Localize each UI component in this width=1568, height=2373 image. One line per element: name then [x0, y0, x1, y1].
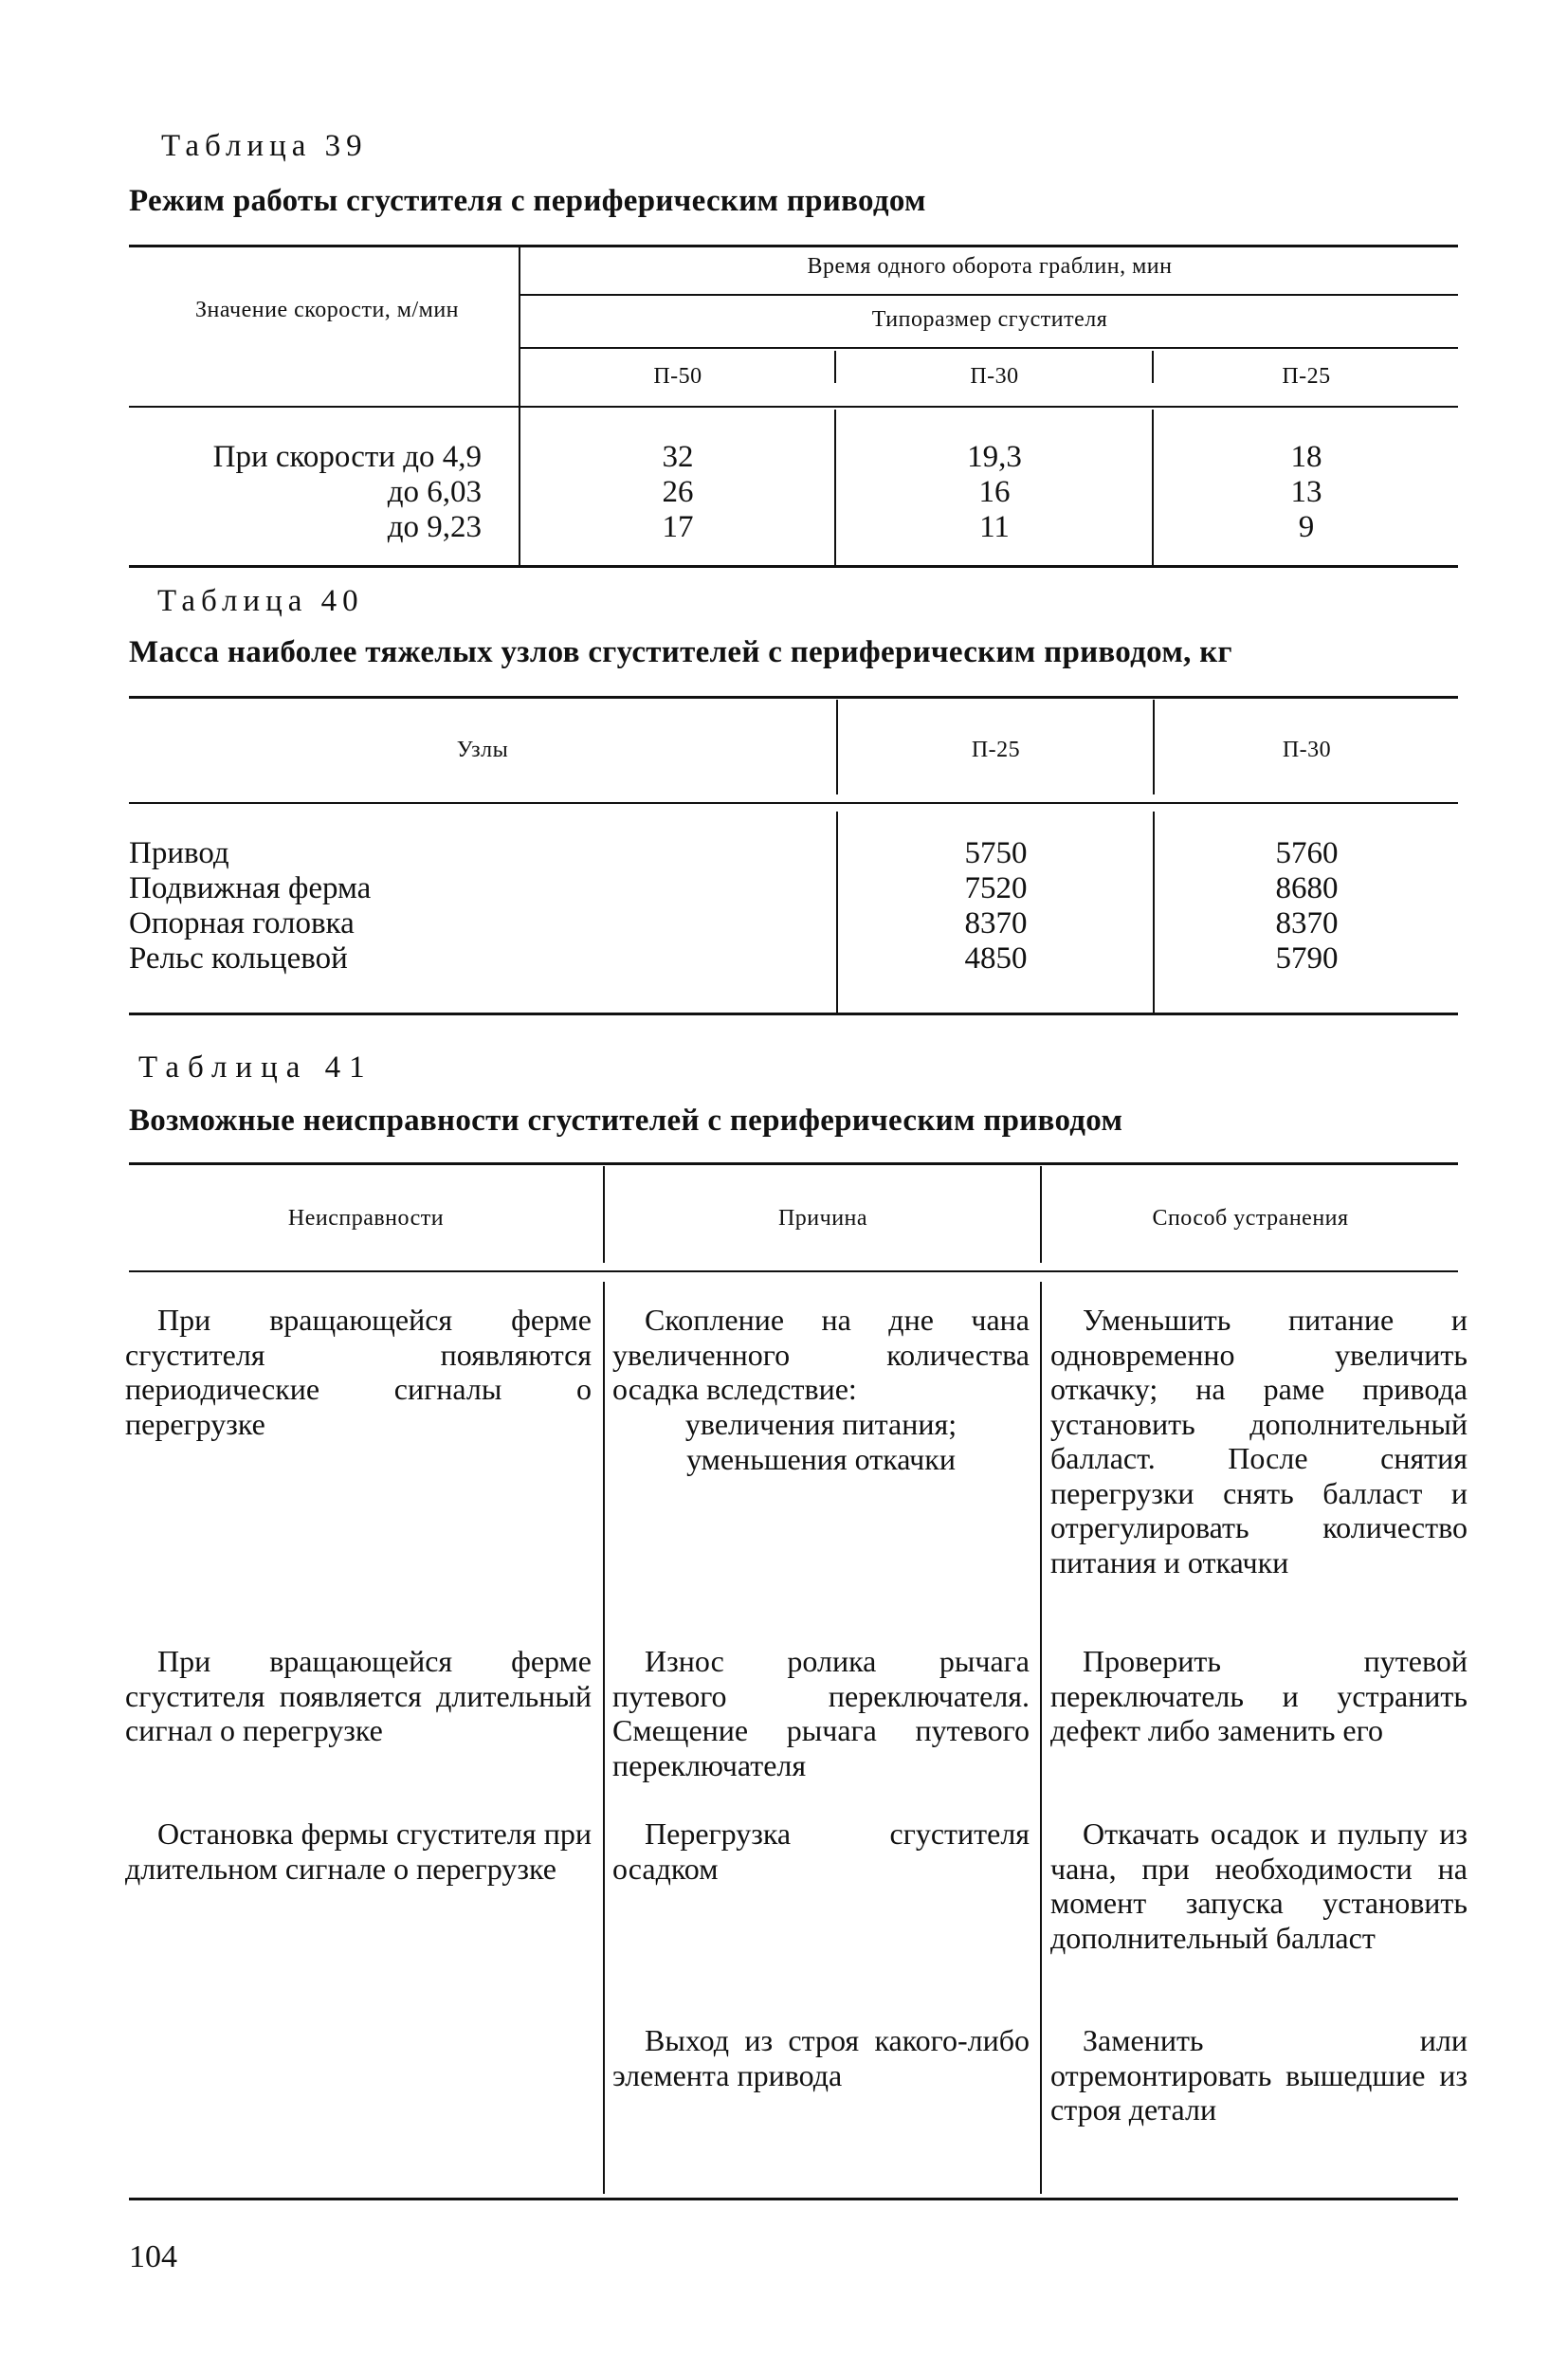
table41-row2-cause: Износ ролика рычага путевого переключателя. Смещение рычага путевого переключателя — [612, 1644, 1030, 1782]
table41-vline-1 — [603, 1282, 605, 2194]
table39-time-header: Время одного оборота граблин, мин — [807, 254, 1173, 279]
table40-cell: 5760 — [1275, 836, 1339, 870]
table39-cell: 11 — [979, 510, 1010, 544]
table41-row2-fault: При вращающейся ферме сгустителя появляется длительный сигнал о перегрузке — [125, 1644, 592, 1747]
table41-header-rule — [129, 1270, 1458, 1272]
table41-cause-header: Причина — [777, 1206, 868, 1231]
table39-cell: 13 — [1290, 475, 1322, 509]
table39-size-rule — [520, 347, 1458, 349]
table40-cell: 5790 — [1275, 941, 1339, 976]
table39-group-rule — [520, 294, 1458, 296]
table41-row1-fix: Уменьшить питание и одновременно увеличить откачку; на раме привода установить дополнительный балласт. После снятия перегрузки снять балласт и отрегулировать количество питания и откачки — [1050, 1303, 1468, 1579]
table41-row4-fix: Заменить или отремонтировать вышедшие из строя детали — [1050, 2023, 1468, 2127]
table40-node: Рельс кольцевой — [129, 941, 348, 976]
table40-p25-header: П-25 — [971, 738, 1021, 762]
table39-vline-2-head — [834, 351, 836, 383]
table41-row3-fault: Остановка фермы сгустителя при длительном сигнале о перегрузке — [125, 1816, 592, 1886]
table40-cell: 8370 — [1275, 906, 1339, 940]
table40-cell: 4850 — [964, 941, 1028, 976]
table39-col-p50 — [521, 440, 834, 545]
table40-label: Таблица 40 — [157, 584, 364, 618]
table39-cell: 19,3 — [967, 440, 1022, 474]
table41-cause-item: увеличения питания; — [684, 1407, 957, 1441]
table39-row-label: При скорости до 4,9 — [212, 440, 482, 474]
table39-row-label: до 9,23 — [387, 510, 482, 544]
table40-col-p25 — [839, 836, 1153, 977]
table40-p30-header: П-30 — [1282, 738, 1332, 762]
table41-label: Таблица 41 — [138, 1050, 374, 1085]
table41-vline-2-head — [1040, 1166, 1042, 1263]
table40-nodes-header: Узлы — [456, 738, 509, 762]
table39-cell: 16 — [978, 475, 1011, 509]
table39-size-p50: П-50 — [653, 364, 702, 389]
table40-header-rule — [129, 802, 1458, 804]
table41-row1-cause: Скопление на дне чана увеличенного количества осадка вследствие: — [612, 1303, 1030, 1406]
table39-vline-3 — [1152, 410, 1154, 565]
table39-row-label: до 6,03 — [387, 475, 482, 509]
table39-col-p30 — [837, 440, 1152, 545]
table39-size-header: Типоразмер сгустителя — [871, 307, 1108, 332]
table41-row1-fault: При вращающейся ферме сгустителя появляются периодические сигналы о перегрузке — [125, 1303, 592, 1441]
table39-label: Таблица 39 — [161, 129, 368, 163]
table40-node-list — [129, 836, 793, 977]
table40-node: Опорная головка — [129, 906, 355, 940]
table40-title: Масса наиболее тяжелых узлов сгустителей с периферическим приводом, кг — [129, 635, 1232, 669]
table41-fix-header: Способ устранения — [1152, 1206, 1349, 1231]
table39-cell: 32 — [662, 440, 694, 474]
table39-header-rule — [129, 406, 1458, 408]
table40-vline-1-head — [836, 700, 838, 794]
table39-cell: 9 — [1298, 510, 1315, 544]
table39-top-rule — [129, 245, 1458, 247]
table40-cell: 8370 — [964, 906, 1028, 940]
table41-vline-1-head — [603, 1166, 605, 1263]
table40-col-p30 — [1156, 836, 1458, 977]
table41-row1-cause-items — [612, 1407, 1030, 1476]
table39-cell: 18 — [1290, 440, 1322, 474]
table40-node: Привод — [129, 836, 229, 870]
table39-vline-3-head — [1152, 351, 1154, 383]
table39-speed-header: Значение скорости, м/мин — [194, 298, 460, 322]
table41-row4-cause: Выход из строя какого-либо элемента привода — [612, 2023, 1030, 2092]
table39-vline-1 — [519, 245, 520, 567]
table39-bottom-rule — [129, 565, 1458, 568]
table41-row2-fix: Проверить путевой переключатель и устранить дефект либо заменить его — [1050, 1644, 1468, 1747]
page-number: 104 — [129, 2239, 177, 2274]
table40-vline-1 — [836, 812, 838, 1013]
table40-vline-2 — [1153, 812, 1155, 1013]
table41-title: Возможные неисправности сгустителей с периферическим приводом — [129, 1104, 1123, 1138]
table41-cause-item: уменьшения откачки — [686, 1441, 956, 1476]
table40-node: Подвижная ферма — [129, 871, 372, 905]
table39-title: Режим работы сгустителя с периферическим приводом — [129, 184, 926, 218]
table41-row3-fix: Откачать осадок и пульпу из чана, при необходимости на момент запуска установить дополнительный балласт — [1050, 1816, 1468, 1955]
table41-fault-header: Неисправности — [287, 1206, 445, 1231]
table39-vline-2 — [834, 410, 836, 565]
table39-row-labels — [129, 440, 482, 545]
table39-col-p25 — [1155, 440, 1458, 545]
table39-cell: 26 — [662, 475, 694, 509]
table39-size-p30: П-30 — [970, 364, 1019, 389]
table39-size-p25: П-25 — [1282, 364, 1331, 389]
table40-bottom-rule — [129, 1013, 1458, 1015]
table40-vline-2-head — [1153, 700, 1155, 794]
table40-top-rule — [129, 696, 1458, 699]
table39-cell: 17 — [662, 510, 694, 544]
table40-cell: 7520 — [964, 871, 1028, 905]
table41-bottom-rule — [129, 2198, 1458, 2200]
table41-row3-cause: Перегрузка сгустителя осадком — [612, 1816, 1030, 1886]
table41-vline-2 — [1040, 1282, 1042, 2194]
table40-cell: 5750 — [964, 836, 1028, 870]
table40-cell: 8680 — [1275, 871, 1339, 905]
table41-top-rule — [129, 1162, 1458, 1165]
